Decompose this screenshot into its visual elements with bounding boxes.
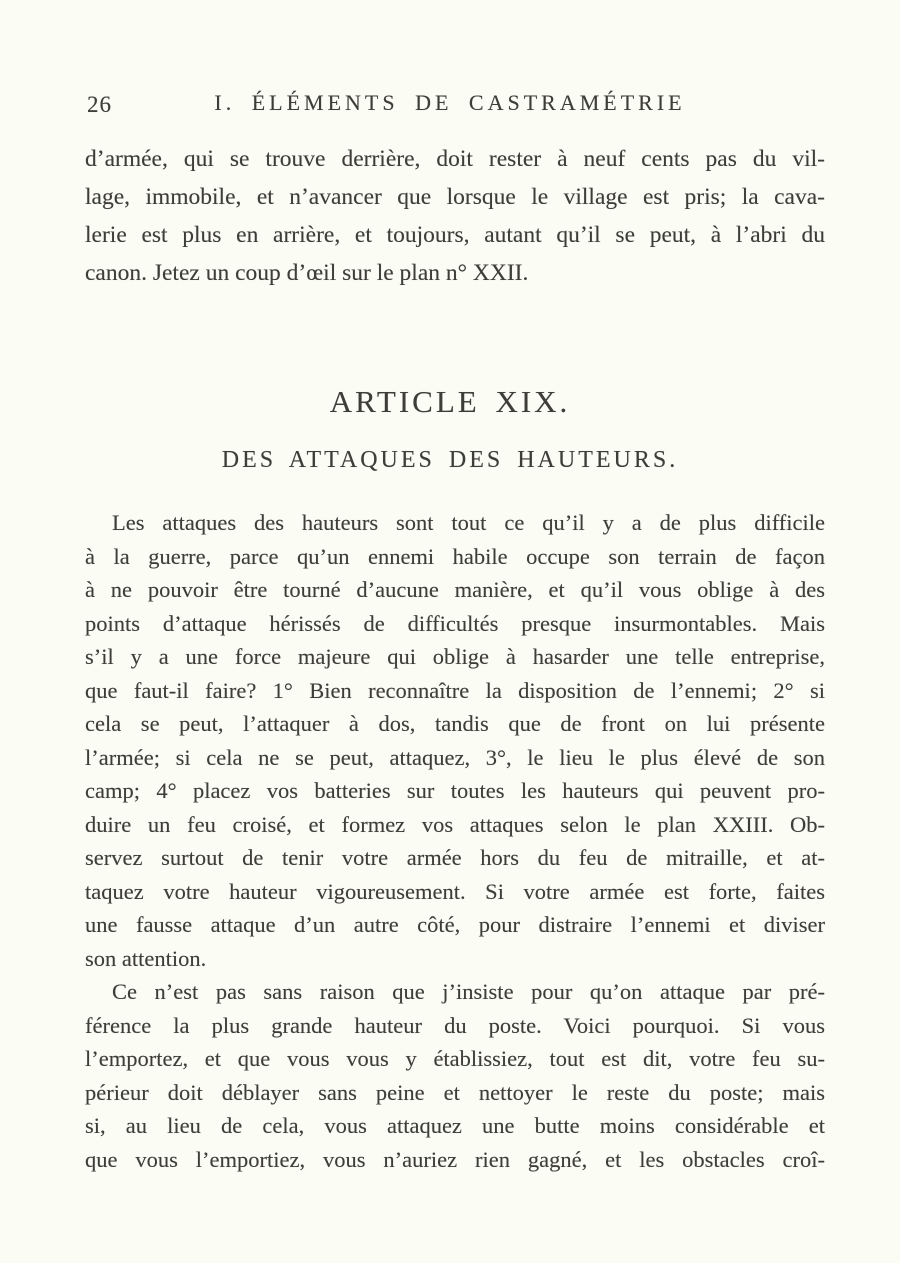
intro-paragraph [85, 140, 825, 292]
text-line: servez surtout de tenir votre armée hors du feu de mitraille, et at- [85, 845, 825, 870]
text-line: Ce n’est pas sans raison que j’insiste pour qu’on attaque par pré- [112, 979, 825, 1004]
text-line: cela se peut, l’attaquer à dos, tandis que de front on lui présente [85, 711, 825, 736]
text-line: l’armée; si cela ne se peut, attaquez, 3°, le lieu le plus élevé de son [85, 744, 825, 770]
text-line: Les attaques des hauteurs sont tout ce qu’il y a de plus difficile [112, 510, 825, 535]
text-line: son attention. [85, 945, 207, 971]
text-line: taquez votre hauteur vigoureusement. Si votre armée est forte, faites [85, 878, 825, 904]
text-line: périeur doit déblayer sans peine et nettoyer le reste du poste; mais [85, 1079, 825, 1105]
text-line: points d’attaque hérissés de difficultés presque insurmontables. Mais [85, 610, 825, 636]
article-title: ARTICLE XIX. [329, 384, 571, 419]
paragraph [85, 975, 825, 1176]
text-line: si, au lieu de cela, vous attaquez une butte moins considérable et [85, 1113, 825, 1138]
text-line: duire un feu croisé, et formez vos attaques selon le plan XXIII. Ob- [85, 811, 825, 837]
text-line: une fausse attaque d’un autre côté, pour distraire l’ennemi et diviser [85, 912, 825, 937]
text-line: que vous l’emportiez, vous n’auriez rien gagné, et les obstacles croî- [85, 1146, 825, 1172]
text-line: d’armée, qui se trouve derrière, doit rester à neuf cents pas du vil- [85, 146, 825, 172]
text-line: l’emportez, et que vous vous y établissiez, tout est dit, votre feu su- [85, 1046, 825, 1071]
text-line: à la guerre, parce qu’un ennemi habile occupe son terrain de façon [85, 543, 825, 569]
article-subtitle: DES ATTAQUES DES HAUTEURS. [221, 447, 679, 473]
paragraph [85, 506, 825, 975]
text-line: camp; 4° placez vos batteries sur toutes les hauteurs qui peuvent pro- [85, 778, 825, 803]
text-line: lerie est plus en arrière, et toujours, autant qu’il se peut, à l’abri du [85, 222, 825, 248]
page-number: 26 [87, 92, 112, 117]
article-body [85, 506, 825, 1176]
running-header: I. ÉLÉMENTS DE CASTRAMÉTRIE [214, 90, 686, 115]
text-line: canon. Jetez un coup d’œil sur le plan n° XXII. [85, 260, 529, 286]
text-line: à ne pouvoir être tourné d’aucune manière, et qu’il vous oblige à des [85, 577, 825, 602]
text-line: lage, immobile, et n’avancer que lorsque le village est pris; la cava- [85, 184, 825, 210]
text-line: s’il y a une force majeure qui oblige à hasarder une telle entreprise, [85, 644, 825, 669]
text-line: que faut-il faire? 1° Bien reconnaître la disposition de l’ennemi; 2° si [85, 677, 825, 703]
text-line: férence la plus grande hauteur du poste. Voici pourquoi. Si vous [85, 1012, 825, 1038]
